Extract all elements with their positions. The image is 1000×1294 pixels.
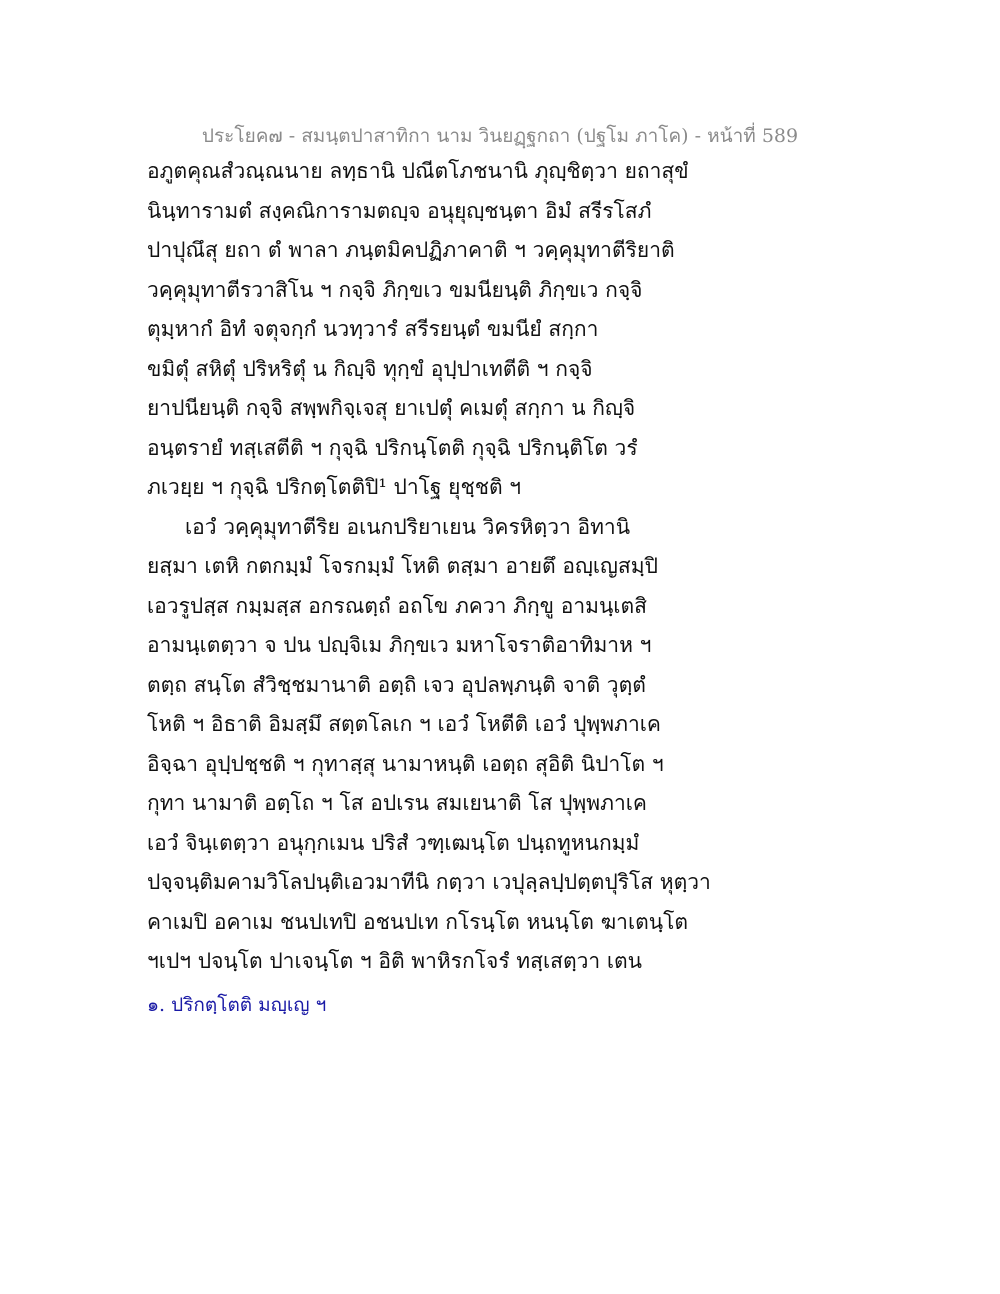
text-line: นินฺทารามตํ สงฺคณิการามตญฺจ อนุยุญฺชนฺตา อิมํ สรีรโสภํ <box>147 198 652 223</box>
text-line: ภเวยฺย ฯ กุจฺฉิ ปริกตฺโตติปิ¹ ปาโฐ ยุชฺชติ ฯ <box>147 475 522 499</box>
text-line: ตุมฺหากํ อิทํ จตุจกฺกํ นวทฺวารํ สรีรยนฺตํ ขมนียํ สกฺกา <box>147 317 599 341</box>
text-line: ฯเปฯ ปจนฺโต ปาเจนฺโต ฯ อิติ พาหิรกโจรํ ทสฺเสตฺวา เตน <box>147 949 643 973</box>
text-line: อิจฺฉา อุปฺปชฺชติ ฯ กุทาสฺสุ นามาหนฺติ เอตฺถ สุอิติ นิปาโต ฯ <box>147 751 664 776</box>
text-line: วคฺคุมุทาตีรวาสิโน ฯ กจฺจิ ภิกฺขเว ขมนียนฺติ ภิกฺขเว กจฺจิ <box>147 277 643 302</box>
text-line: ยสฺมา เตหิ กตกมฺมํ โจรกมฺมํ โหติ ตสฺมา อายตึ อญฺเญสมฺปิ <box>147 554 658 578</box>
text-line: อามนฺเตตฺวา จ ปน ปญฺจิเม ภิกฺขเว มหาโจราติอาทิมาห ฯ <box>147 633 652 657</box>
text-line: ปจฺจนฺติมคามวิโลปนฺติเอวมาทีนิ กตฺวา เวปุลฺลปฺปตฺตปุริโส หุตฺวา <box>147 870 711 894</box>
body-text <box>147 152 711 982</box>
text-line: เอวํ จินฺเตตฺวา อนุกฺกเมน ปริสํ วฑฺเฒนฺโต ปนฺถทูหนกมฺมํ <box>147 830 640 855</box>
text-line: ยาปนียนฺติ กจฺจิ สพฺพกิจฺเจสุ ยาเปตุํ คเมตุํ สกฺกา น กิญฺจิ <box>147 396 636 420</box>
text-line: เอวรูปสฺส กมฺมสฺส อกรณตฺถํ อถโข ภควา ภิกฺขู อามนฺเตสิ <box>147 593 647 618</box>
text-line: ปาปุณึสุ ยถา ตํ พาลา ภนฺตมิคปฏิภาคาติ ฯ วคฺคุมุทาตีริยาติ <box>147 238 675 262</box>
paragraph-start-line: เอวํ วคฺคุมุทาตีริย อเนกปริยาเยน วิครหิตฺวา อิทานิ <box>185 514 631 539</box>
text-line: โหติ ฯ อิธาติ อิมสฺมึ สตฺตโลเก ฯ เอวํ โหตีติ เอวํ ปุพฺพภาเค <box>147 712 661 736</box>
text-line: อภูตคุณสํวณฺณนาย ลทฺธานิ ปณีตโภชนานิ ภุญฺชิตฺวา ยถาสุขํ <box>147 159 689 183</box>
page-header: ประโยค๗ - สมนฺตปาสาทิกา นาม วินยฏฺฐกถา (ปฐโม ภาโค) - หน้าที่ 589 <box>201 125 799 147</box>
text-line: อนฺตรายํ ทสฺเสตีติ ฯ กุจฺฉิ ปริกนฺโตติ กุจฺฉิ ปริกนฺติโต วรํ <box>147 435 638 460</box>
text-line: คาเมปิ อคาเม ชนปเทปิ อชนปเท กโรนฺโต หนนฺโต ฆาเตนฺโต <box>147 909 689 934</box>
text-line: ตตฺถ สนฺโต สํวิชฺชมานาติ อตฺถิ เจว อุปลพฺภนฺติ จาติ วุตฺตํ <box>147 672 646 697</box>
footnote: ๑. ปริกตฺโตติ มญฺเญ ฯ <box>147 994 327 1016</box>
text-line: ขมิตุํ สหิตุํ ปริหริตุํ น กิญฺจิ ทุกฺขํ อุปฺปาเทตีติ ฯ กจฺจิ <box>147 356 593 381</box>
text-line: กุทา นามาติ อตฺโถ ฯ โส อปเรน สมเยนาติ โส ปุพฺพภาเค <box>147 791 647 815</box>
